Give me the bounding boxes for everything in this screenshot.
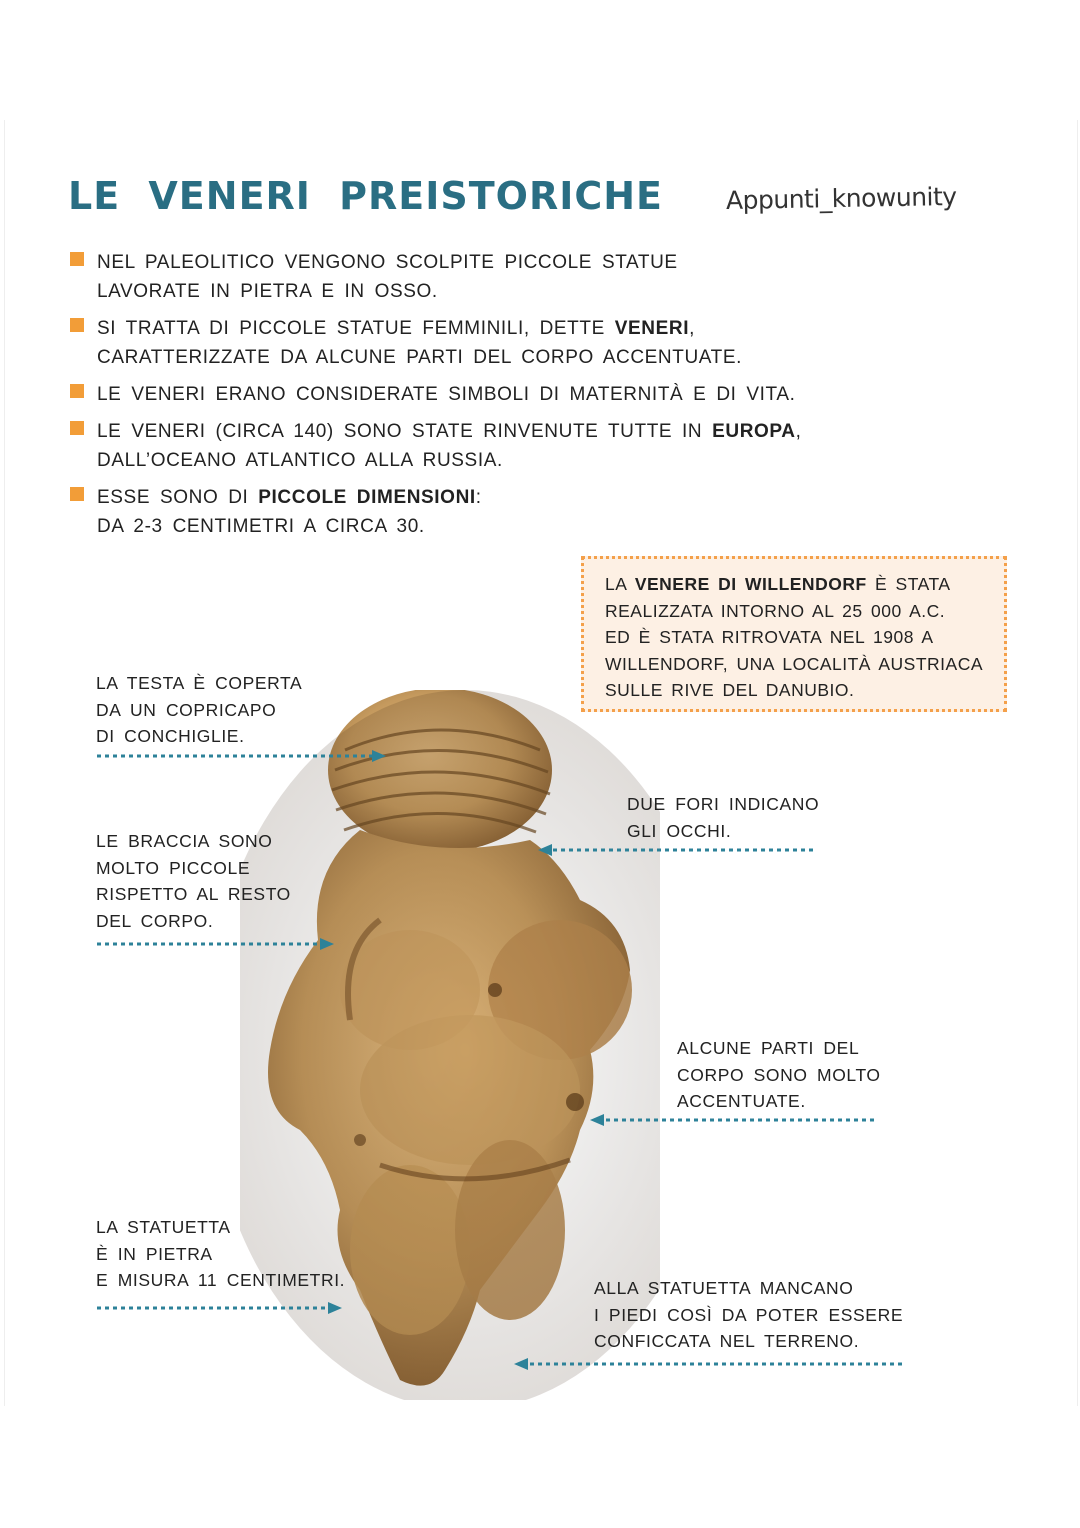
info-box-text: LA VENERE DI WILLENDORF È STATA REALIZZATA INTORNO AL 25 000 A.C. ED È STATA RITROVATA NEL 1908 A WILLENDORF, UNA LOCALITÀ AUSTRIACA SULLE RIVE DEL DANUBIO. xyxy=(605,574,984,700)
label-missing-feet: ALLA STATUETTA MANCANO I PIEDI COSÌ DA POTER ESSERE CONFICCATA NEL TERRENO. xyxy=(594,1278,904,1351)
label-accentuated-parts: ALCUNE PARTI DEL CORPO SONO MOLTO ACCENTUATE. xyxy=(677,1038,881,1111)
arrow-left-icon xyxy=(538,844,552,856)
signature: Appunti_knowunity xyxy=(725,181,957,216)
label-eyes: DUE FORI INDICANO GLI OCCHI. xyxy=(627,794,820,841)
bullet-text: ESSE SONO DI PICCOLE DIMENSIONI: DA 2-3 CENTIMETRI A CIRCA 30. xyxy=(97,487,482,537)
arrow-left-icon xyxy=(590,1114,604,1126)
arrow-right-icon xyxy=(372,750,386,762)
label-stone: LA STATUETTA È IN PIETRA E MISURA 11 CENTIMETRI. xyxy=(96,1217,346,1290)
label-arms: LE BRACCIA SONO MOLTO PICCOLE RISPETTO AL RESTO DEL CORPO. xyxy=(96,831,291,931)
bullet-text: SI TRATTA DI PICCOLE STATUE FEMMINILI, DETTE VENERI, CARATTERIZZATE DA ALCUNE PARTI DEL CORPO ACCENTUATE. xyxy=(97,318,742,368)
arrow-right-icon xyxy=(328,1302,342,1314)
arrow-right-icon xyxy=(320,938,334,950)
label-head: LA TESTA È COPERTA DA UN COPRICAPO DI CONCHIGLIE. xyxy=(96,673,303,746)
bullet-text: LE VENERI ERANO CONSIDERATE SIMBOLI DI MATERNITÀ E DI VITA. xyxy=(97,384,796,405)
arrow-left-icon xyxy=(514,1358,528,1370)
bullet-text: LE VENERI (CIRCA 140) SONO STATE RINVENUTE TUTTE IN EUROPA, DALL’OCEANO ATLANTICO ALLA RUSSIA. xyxy=(97,421,802,471)
bullet-text: NEL PALEOLITICO VENGONO SCOLPITE PICCOLE STATUE LAVORATE IN PIETRA E IN OSSO. xyxy=(97,252,678,302)
page-title: LE VENERI PREISTORICHE xyxy=(68,174,664,218)
